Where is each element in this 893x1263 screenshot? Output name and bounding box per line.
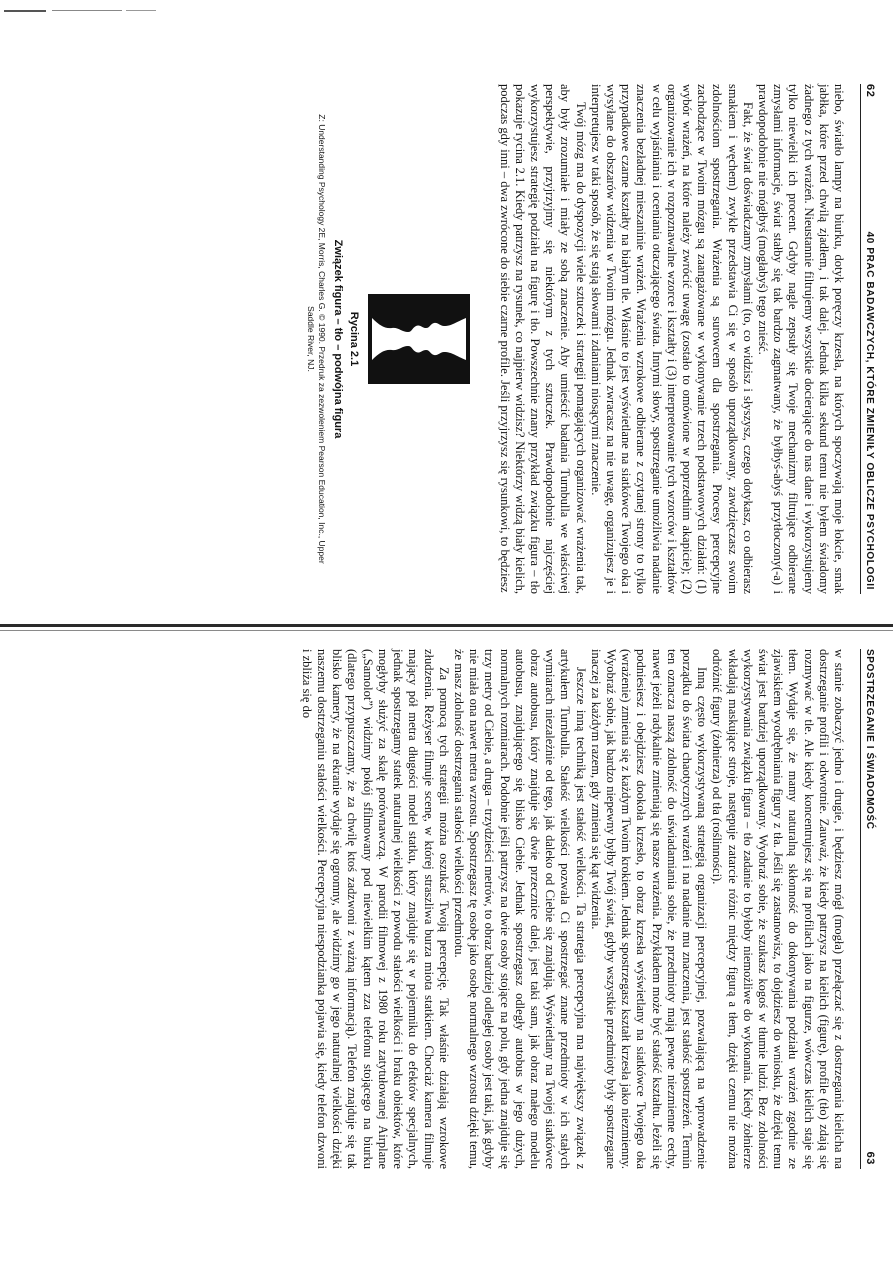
rubin-vase-illustration [368, 294, 470, 384]
paragraph: Inną często wykorzystywaną strategią organizacji percepcyjnej, pozwalającą na wprowadzenie porządku do świata chaotycznych wrażeń i na nadanie mu znaczenia, jest stałość spostrzeżeń. Termin ten oznacza naszą zdolność do uświadamiania sobie, że przedmioty mają pewne niezmienne cechy, nawet jeżeli radykalnie zmieniają się nasze wrażenia. Przykładem może być stałość kształtu. Jeżeli się podniesiesz i obejdziesz dookoła krzesło, to obraz krzesła wyświetlany na siatkówce Twojego oka (wrażenie) zmienia się z każdym Twoim krokiem. Jednak spostrzegasz kształt krzesła jako niezmienny. Wyobraź sobie, jak bardzo niepewny byłby Twój świat, gdyby wszystkie przedmioty były spostrzegane inaczej za każdym razem, gdy zmienia się kąt widzenia. [588, 649, 710, 1169]
figure-2-1 [305, 84, 470, 594]
book-page-62 [306, 84, 876, 594]
gutter-line [0, 630, 893, 631]
running-head-title: SPOSTRZEGANIE I ŚWIADOMOŚĆ [864, 649, 875, 830]
scan-mark [4, 10, 46, 12]
scan-mark [126, 10, 156, 11]
paragraph: Za pomocą tych strategii można oszukać Twoją percepcję. Tak właśnie działają wzrokowe złudzenia. Reżyser filmuje scenę, w której straszliwa burza miota statkiem. Chociaż kamera filmuje mający pół metra długości model statku, który znajduje się w pojemniku do efektów specjalnych, jednak spostrzegamy statek naturalnej wielkości z powodu stałości wielkości i braku obiektów, które mogłyby służyć za skalę porównawczą. W parodii filmowej z 1980 roku zatytułowanej Airplane („Samolot”) widzimy pokój sfilmowany pod niewielkim kątem zza telefonu stojącego na biurku (dlatego przypuszczamy, że za chwilę ktoś zadzwoni z ważną informacją). Telefon znajduje się tak blisko kamery, że na ekranie wydaje się ogromny, ale widzimy go w jego naturalnej wielkości dzięki naszemu dostrzeganiu stałości wielkości. Percepcyjna niespodzianka pojawia się, kiedy telefon dzwoni i zbliża się do [299, 649, 451, 1169]
figure-label: Rycina 2.1 [348, 311, 361, 367]
page-number: 63 [864, 1151, 876, 1165]
running-head [860, 649, 876, 1169]
paragraph: Jeszcze inną techniką jest stałość wielkości. Ta strategia percepcyjna ma największy związek z artykułem Turnbulla. Stałość wielkości pozwala Ci spostrzegać znane przedmioty w ich stałych wymiarach niezależnie od tego, jak daleko od Ciebie się znajdują. Wyświetlany na Twojej siatkówce obraz autobusu, który znajduje się dwie przecznice dalej, jest taki sam, jak obraz małego modelu autobusu, znajdującego się blisko Ciebie. Jednak spostrzegasz odległy autobus w jego dużych, normalnych rozmiarach. Podobnie jeśli patrzysz na dwie osoby stojące na polu, gdy jedna znajduje się trzy metry od Ciebie, a druga – trzydzieści metrów, to obraz bardziej odległej osoby jest taki, jak gdyby nie miała ona nawet metra wzrostu. Spostrzegasz tę osobę jako osobę normalnego wzrostu dzięki temu, że masz zdolność dostrzegania stałości wielkości przedmiotu. [451, 649, 588, 1169]
figure-caption: Związek figura – tło – podwójna figura [332, 239, 345, 439]
paragraph: Fakt, że świat doświadczamy zmysłami (to, co widzisz i słyszysz, czego dotykasz, co odbierasz smakiem i węchem) zwykle przedstawia Ci się w sposób uporządkowany, zawdzięczasz swoim zdolnościom spostrzegania. Wrażenia są surowcem dla spostrzegania. Procesy percepcyjne zachodzące w Twoim mózgu są zaangażowane w wykonywanie trzech podstawowych działań: (1) wybór wrażeń, na które należy zwrócić uwagę (zostało to omówione w poprzednim akapicie); (2) organizowanie ich w rozpoznawalne wzorce i kształty i (3) interpretowanie tych wzorców i kształtów w celu wyjaśniania i oceniania otaczającego świata. Innymi słowy, spostrzeganie umożliwia nadanie znaczenia bezładnej mieszaninie wrażeń. Wrażenia wzrokowe odbierane z czytanej strony to tylko przypadkowe czarne kształty na białym tle. Właśnie to jest wyświetlane na siatkówce Twojego oka i wysyłane do obszarów widzenia w Twoim mózgu. Jednak zwracasz na nie uwagę, organizujesz je i interpretujesz w taki sposób, że się stają słowami i zdaniami niosącymi znaczenie. [588, 84, 755, 594]
scan-mark [52, 10, 122, 11]
page-number: 62 [864, 84, 876, 98]
figure-credit: Z: Understanding Psychology 2E, Morris, Charles G. © 1990. Przedruk za zezwoleniem Pearson Education, Inc., Upper Saddle River, NJ. [306, 114, 328, 564]
paragraph: Twój mózg ma do dyspozycji wiele sztuczek i strategii pomagających organizować wrażenia tak, aby były zrozumiałe i miały ze sobą znaczenie. Aby umieścić badania Turnbulla we właściwej perspektywie, przyjrzyjmy się niektórym z tych sztuczek. Prawdopodobnie najczęściej wykorzystujesz strategię podziału na figurę i tło. Powszechnie znany przykład związku figura – tło pokazuje rycina 2.1. Kiedy patrzysz na rysunek, co najpierw widzisz? Niektórzy widzą biały kielich, podczas gdy inni – dwa zwrócone do siebie czarne profile. Jeśli przyjrzysz się rysunkowi, to będziesz [497, 84, 588, 594]
scan-top-edge [0, 0, 893, 22]
paragraph: w stanie zobaczyć jedno i drugie, i będziesz mógł (mogła) przełączać się z dostrzegania kielicha na dostrzeganie profili i odwrotnie. Zauważ, że kiedy patrzysz na kielich (figurę), profile (tło) zdają się rozmywać w tle. Ale kiedy koncentrujesz się na profilach jako na figurze, wówczas kielich staje się tłem. Wydaje się, że mamy naturalną skłonność do dokonywania podziału wrażeń zgodnie ze zjawiskiem wyodrębniania figury z tła. Jeśli się zastanowisz, to dojdziesz do wniosku, że dzięki temu świat jest bardziej uporządkowany. Wyobraź sobie, że szukasz kogoś w tłumie ludzi. Bez zdolności wykorzystywania związku figura – tło zadanie to byłoby niemożliwe do wykonania. Kiedy żołnierze wkładają maskujące stroje, następuje zatarcie różnic między figurą a tłem, dzięki czemu nie można odróżnić figury (żołnierza) od tła (roślinności). [710, 649, 846, 1169]
body-text [496, 84, 846, 594]
paragraph: niebo, światło lampy na biurku, dotyk poręczy krzesła, na których spoczywają moje łokcie, smak jabłka, które przed chwilą zjadłem, i tak dalej. Jednak kilka sekund temu nie byłem świadomy żadnego z tych wrażeń. Nieustannie filtrujemy wszystkie docierające do nas dane i wykorzystujemy tylko niewielki ich procent. Gdyby nagle zepsuły się Twoje mechanizmy filtrujące odbierane zmysłami informacje, świat stałby się tak bardzo zagmatwany, że byłbyś-abyś przytłoczony(-a) i prawdopodobnie nie mógłbyś (mogłabyś) tego znieść. [755, 84, 846, 594]
book-page-63 [42, 649, 876, 1169]
gutter-line [0, 624, 893, 627]
body-text [299, 649, 846, 1169]
running-head [860, 84, 876, 594]
page-gutter [0, 622, 893, 636]
running-head-title: 40 PRAC BADAWCZYCH, KTÓRE ZMIENIŁY OBLICZE PSYCHOLOGII [864, 231, 875, 590]
